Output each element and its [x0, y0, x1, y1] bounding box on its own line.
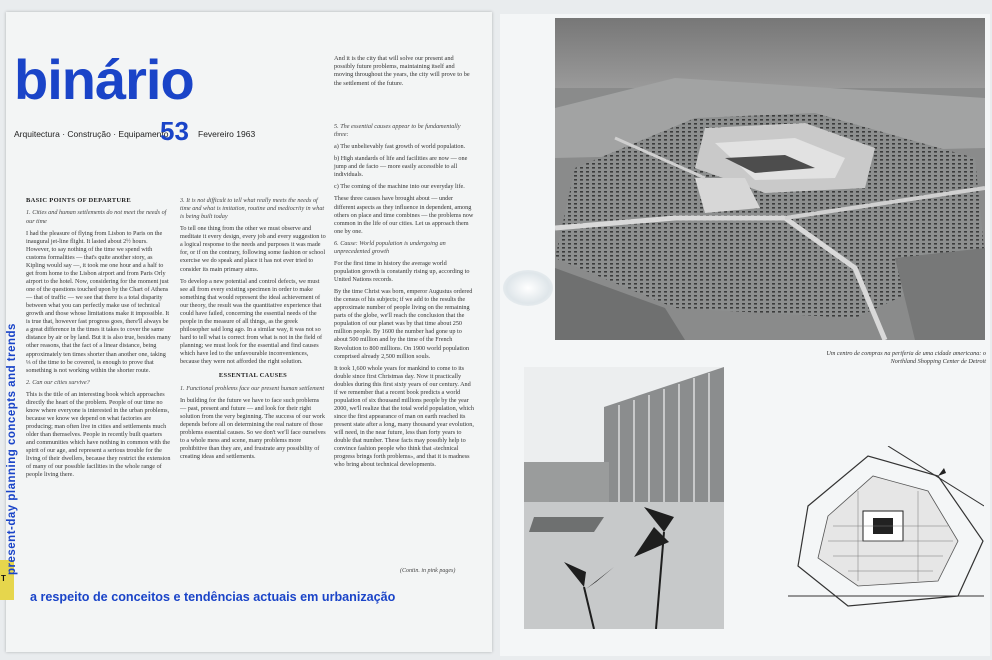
- paragraph: It took 1,600 whole years for mankind to come to its double since first Christmas day. Now it practically doubles during this first sixty years of our century. And if we remember that a recent book predicts a world population of six thousand millions people by the year 2000, we'll realize that the total world population, which since the first appearance of man on earth reached its present state after a long, many thousand year evolution, will need, in the near future, less than forty years to double that number. These facts may possibly help to convince fashion people who think that «technical progress brings forth problems», and that it is madness who bring about technical developments.: [334, 364, 474, 469]
- magazine-subtitle: Arquitectura · Construção · Equipamento: [14, 129, 169, 139]
- section-heading: BASIC POINTS OF DEPARTURE: [26, 197, 131, 204]
- point-heading: 3. It is not difficult to tell what really meets the needs of time and what is imitation, routine and mediocrity in what is being built today: [180, 197, 325, 221]
- list-item: a) The unbelievably fast growth of world population.: [334, 143, 466, 151]
- paragraph: These three causes have brought about — under different aspects as they influence in dependent, among others on place and time combines — the problems now common in the life of our cities. Let us approach them one by one.: [334, 195, 474, 235]
- library-tag-label: T: [1, 574, 6, 583]
- paragraph: This is the title of an interesting book which approaches directly the heart of the problem. People of our time no know where everyone is interested in the urban problems, because we know we depend on what factories are producing; man often live in cities and settlements much older than themselves. People in recently built quarters and communities which have nothing in common with the spirit of our age, and represent a serious trouble for the living of their dwellers, because they restrict the extension of many of our possible facilities in the whole range of people living there.: [26, 390, 171, 479]
- article-column-2: [180, 197, 326, 465]
- issue-date: Fevereiro 1963: [198, 129, 256, 139]
- magazine-logo: binário: [14, 48, 194, 111]
- article-column-3: [334, 123, 474, 473]
- point-heading: 2. Can our cities survive?: [26, 378, 90, 386]
- cover-tagline: a respeito de conceitos e tendências actuais em urbanização: [30, 590, 396, 604]
- section-heading: ESSENTIAL CAUSES: [218, 372, 288, 380]
- site-plan-drawing: [788, 446, 984, 612]
- building-photo-with-sculpture: [524, 367, 724, 629]
- paragraph: For the first time in history the average world population growth is constantly rising up, according to United Nations records.: [334, 259, 470, 283]
- point-heading: 1. Functional problems face our present human settlement: [180, 384, 325, 392]
- light-glare: [503, 270, 553, 306]
- paragraph: In building for the future we have to face such problems — past, present and future — and look for their right solution from the very beginning. The success of our work depends before all on determining the real nature of those problems essential causes. So we don't we'll face ourselves to a whole mess and scene, many problems more prohibitive than they are, and frustrate any possibility of creating ideas and settlements.: [180, 396, 326, 461]
- column3-intro: And it is the city that will solve our present and possibly future problems, maintaining itself and moving throughout the years, the city will prove to be the settlement of the future.: [334, 55, 470, 87]
- paragraph: To tell one thing from the other we must observe and meditate it every design, every job and every suggestion to a logical response to the needs and purposes it was made for, or if on the contrary, following some fashion or school exercise we do speak and place it has not ever tried to consider its main primary aims.: [180, 225, 326, 273]
- vertical-title: present-day planning concepts and trends: [6, 323, 18, 575]
- list-item: c) The coming of the machine into our everyday life.: [334, 183, 465, 191]
- photo-caption: Um centro de compras na periferia de uma cidade americana: o Northland Shopping Center de Detroit: [826, 350, 986, 366]
- paragraph: By the time Christ was born, emperor Augustus ordered the census of his subjects; if we add to the results the approximate number of people living on the remaining parts of the globe, we'll reach the conclusion that the population of our planet was by that time about 250 million people. By 1600 the number had gone up to about 500 million and by the time of the French Revolution to 800 millions. On 1900 world population comprised already 2,500 million souls.: [334, 288, 473, 360]
- list-item: b) High standards of life and facilities are now — one jump and de facto — more easily accessible to all individuals.: [334, 155, 468, 179]
- aerial-photo-shopping-center: [555, 18, 985, 340]
- paragraph: To develop a new potential and control defects, we must see all from every existing specimen in order to make something that would represent the ideal achievement of our theory, the result was the quantitative experience that could have failed, concerning the essential needs of the people in the measure of all things, as the greek philosopher said long ago. In a similar way, it was not so hard to tell what is correct from what is not in the field of planning; we must look for the essential and find causes which have led to the unfavourable inconveniences, because they were not afforded the right solution.: [180, 277, 323, 366]
- article-column-1: [26, 197, 172, 483]
- point-heading: 1. Cities and human settlements do not meet the needs of our time: [26, 209, 167, 225]
- point-heading: 5. The essential causes appear to be fundamentally three:: [334, 123, 461, 139]
- continuation-note: (Contin. in pink pages): [400, 568, 456, 574]
- point-heading: 6. Cause: World population is undergoing an unprecedented growth: [334, 239, 446, 255]
- paragraph: I had the pleasure of flying from Lisbon to Paris on the inaugural jet-line flight. It lasted about 2½ hours. However, to say nothing of the time we spend with customs formalities — that's quite another story, as Kipling would say —, it took me one hour and a half to get from home to the Lisbon airport and from Paris Orly airport to the hotel. Now, considering for the moment just one of the questions touched upon by the Chart of Athens — that of traffic — we see that there is a total disparity between what you can perfectly make use of technical growth and those whose limitations make it impossible. It is true that, however fast progress goes, there'll always be a great difference in the times it takes to cover the same distance by air or by land. But it is also true, besides many other reasons, that the fact of a linear distance, being approximately ten times shorter than another one, taking ⅓ of the time to be covered, is enough to prove that something is not working within the shorter route.: [26, 229, 171, 374]
- issue-number: 53: [160, 116, 189, 146]
